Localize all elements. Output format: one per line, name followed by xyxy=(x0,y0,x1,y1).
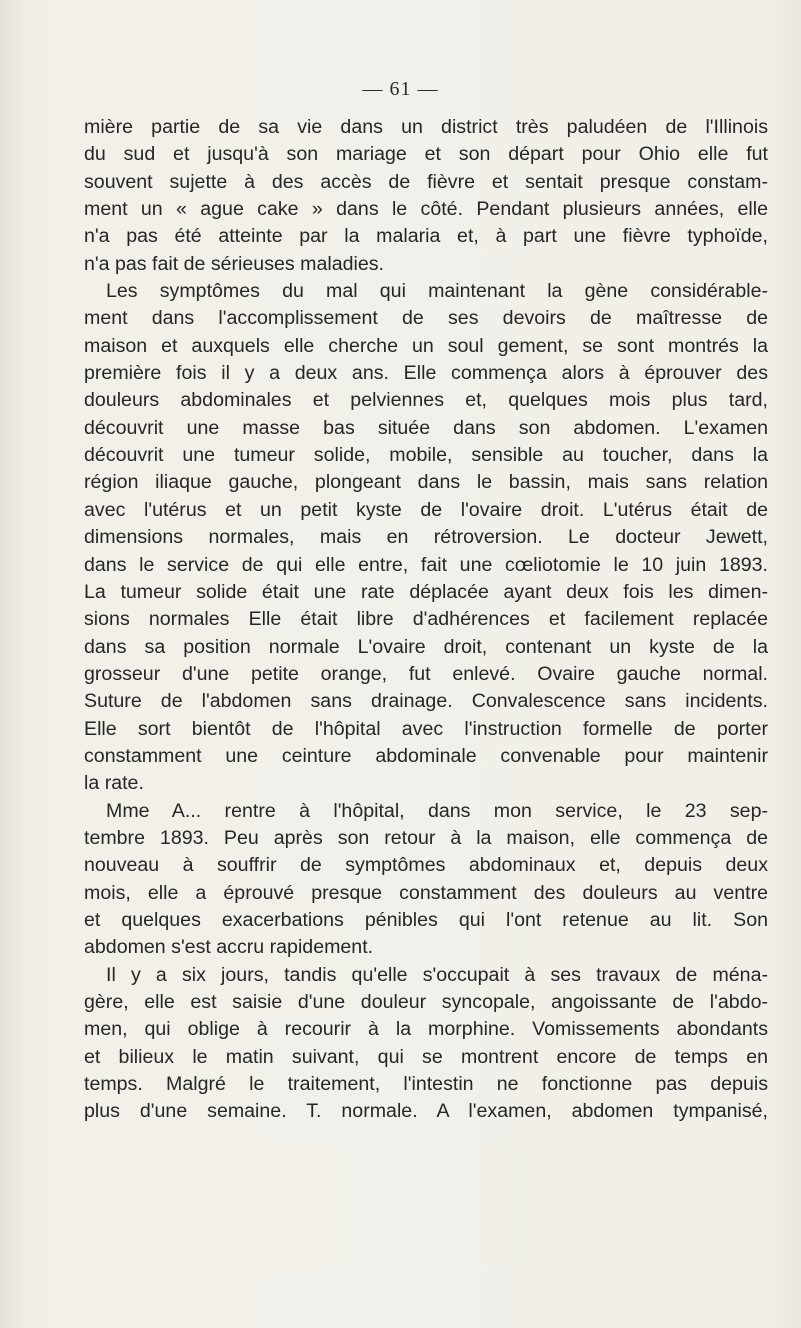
text-line: souvent sujette à des accès de fièvre et sentait presque constam- xyxy=(84,170,768,193)
text-line: ment un « ague cake » dans le côté. Pendant plusieurs années, elle xyxy=(84,198,768,221)
text-line: sions normales Elle était libre d'adhérences et facilement replacée xyxy=(84,608,768,631)
text-line: Elle sort bientôt de l'hôpital avec l'instruction formelle de porter xyxy=(84,717,768,740)
text-line: grosseur d'une petite orange, fut enlevé. Ovaire gauche normal. xyxy=(84,662,768,685)
text-line: maison et auxquels elle cherche un soul gement, se sont montrés la xyxy=(84,334,768,357)
text-line: Suture de l'abdomen sans drainage. Convalescence sans incidents. xyxy=(84,690,768,713)
text-line: La tumeur solide était une rate déplacée ayant deux fois les dimen- xyxy=(84,580,768,603)
page-number: — 61 — xyxy=(362,78,439,100)
text-line: région iliaque gauche, plongeant dans le bassin, mais sans relation xyxy=(84,471,768,494)
text-line: première fois il y a deux ans. Elle commença alors à éprouver des xyxy=(84,362,768,385)
text-line: et quelques exacerbations pénibles qui l'ont retenue au lit. Son xyxy=(84,908,768,931)
text-line: temps. Malgré le traitement, l'intestin ne fonctionne pas depuis xyxy=(84,1073,768,1096)
text-line: et bilieux le matin suivant, qui se montrent encore de temps en xyxy=(84,1045,768,1068)
text-line: mois, elle a éprouvé presque constamment des douleurs au ventre xyxy=(84,881,768,904)
text-line: plus d'une semaine. T. normale. A l'examen, abdomen tympanisé, xyxy=(84,1100,768,1123)
text-line: mière partie de sa vie dans un district très paludéen de l'Illinois xyxy=(84,116,768,138)
text-line: découvrit une masse bas située dans son abdomen. L'examen xyxy=(84,416,768,439)
text-line: dans le service de qui elle entre, fait une cœliotomie le 10 juin 1893. xyxy=(84,553,768,576)
text-line: abdomen s'est accru rapidement. xyxy=(84,936,374,959)
text-line: nouveau à souffrir de symptômes abdominaux et, depuis deux xyxy=(84,854,768,877)
text-line: Il y a six jours, tandis qu'elle s'occupait à ses travaux de ména- xyxy=(106,963,768,986)
paragraph-1 xyxy=(84,114,768,278)
text-line: dans sa position normale L'ovaire droit, contenant un kyste de la xyxy=(84,635,768,658)
text-line: dimensions normales, mais en rétroversion. Le docteur Jewett, xyxy=(84,526,768,549)
paragraph-3 xyxy=(84,798,768,962)
paragraph-4 xyxy=(84,962,768,1126)
text-line: du sud et jusqu'à son mariage et son départ pour Ohio elle fut xyxy=(84,143,768,166)
text-line: gère, elle est saisie d'une douleur syncopale, angoissante de l'abdo- xyxy=(84,991,768,1013)
text-line: Les symptômes du mal qui maintenant la gène considérable- xyxy=(106,280,768,303)
body-text xyxy=(84,114,768,1126)
text-line: n'a pas été atteinte par la malaria et, à part une fièvre typhoïde, xyxy=(84,225,768,248)
text-line: constamment une ceinture abdominale convenable pour maintenir xyxy=(84,744,768,767)
text-line: Mme A... rentre à l'hôpital, dans mon service, le 23 sep- xyxy=(106,799,768,822)
text-line: men, qui oblige à recourir à la morphine. Vomissements abondants xyxy=(84,1018,768,1041)
text-line: n'a pas fait de sérieuses maladies. xyxy=(84,252,384,275)
text-line: douleurs abdominales et pelviennes et, quelques mois plus tard, xyxy=(84,389,768,412)
paragraph-2 xyxy=(84,278,768,798)
text-line: avec l'utérus et un petit kyste de l'ovaire droit. L'utérus était de xyxy=(84,498,768,521)
text-line: la rate. xyxy=(84,772,144,795)
text-line: découvrit une tumeur solide, mobile, sensible au toucher, dans la xyxy=(84,444,768,467)
text-line: tembre 1893. Peu après son retour à la maison, elle commença de xyxy=(84,826,768,849)
text-line: ment dans l'accomplissement de ses devoirs de maîtresse de xyxy=(84,307,768,330)
